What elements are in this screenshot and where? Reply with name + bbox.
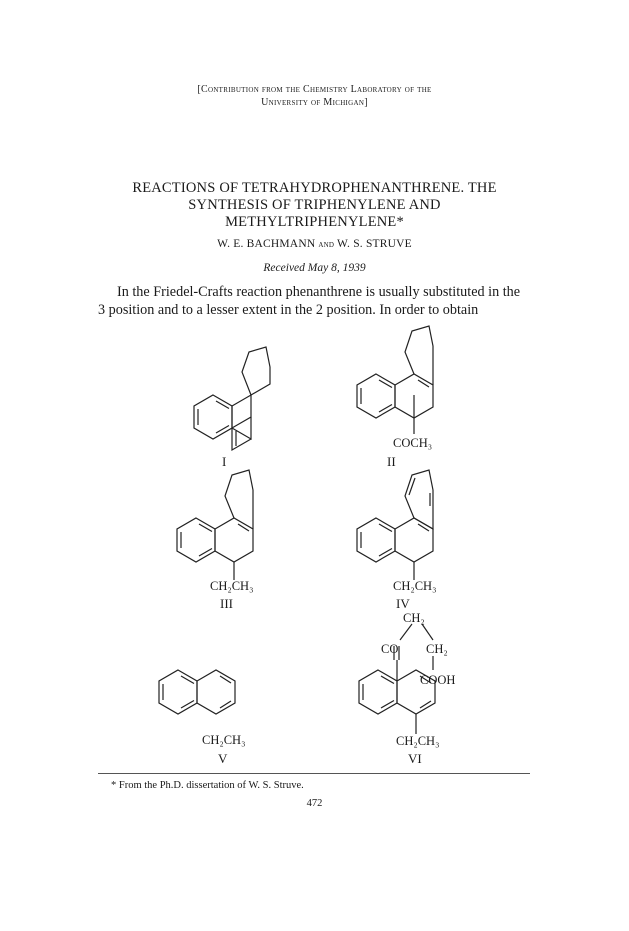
footnote: * From the Ph.D. dissertation of W. S. Struve. [111,780,304,791]
structure-IV-label: IV [396,596,410,611]
structure-III-substituent: CH₂CH₃ [210,579,254,593]
structure-II-rings [357,326,433,434]
footnote-divider [98,773,530,774]
article-title-line-3: METHYLTRIPHENYLENE* [225,214,404,230]
structure-II-label: II [387,454,396,469]
body-text-line-1: In the Friedel-Crafts reaction phenanthrene is usually substituted in the [117,284,521,300]
structure-III [177,470,253,611]
structure-VI-substituent: CH₂CH₃ [396,734,440,748]
contribution-line-1: [Contribution from the Chemistry Laboratory of the [197,84,432,95]
author-1: W. E. BACHMANN [217,238,316,250]
structure-VI [359,611,455,766]
structure-I-rings [194,347,270,450]
structure-III-label: III [220,596,233,611]
body-text-line-2: 3 position and to a lesser extent in the 2 position. In order to obtain [98,302,479,318]
structure-VI-carboxyl: COOH [420,673,456,687]
page-number: 472 [306,798,323,809]
structure-IV [357,470,436,611]
contribution-line-2: University of Michigan] [261,97,368,108]
structure-I-label: I [222,454,227,469]
structure-V-rings [159,670,235,714]
structure-II-substituent: COCH₃ [393,436,433,450]
structure-IV-rings [357,470,433,580]
structure-V-label: V [218,751,228,766]
received-date: Received May 8, 1939 [263,262,366,274]
structure-IV-substituent: CH₂CH₃ [393,579,437,593]
structure-V [159,670,245,766]
structure-V-substituent: CH₂CH₃ [202,733,246,747]
structure-I [194,347,270,469]
structure-II [357,326,433,469]
structure-VI-chain-methylene: CH₂ [426,642,448,656]
article-title-line-1: REACTIONS OF TETRAHYDROPHENANTHRENE. THE [132,180,497,196]
author-2: W. S. STRUVE [337,238,412,250]
author-conjunction: and [318,239,335,250]
structure-III-rings [177,470,253,580]
structure-VI-label: VI [408,751,422,766]
article-title-line-2: SYNTHESIS OF TRIPHENYLENE AND [188,197,441,213]
structure-VI-chain-top: CH₂ [403,611,425,625]
structure-VI-chain-carbonyl: CO [381,642,399,656]
